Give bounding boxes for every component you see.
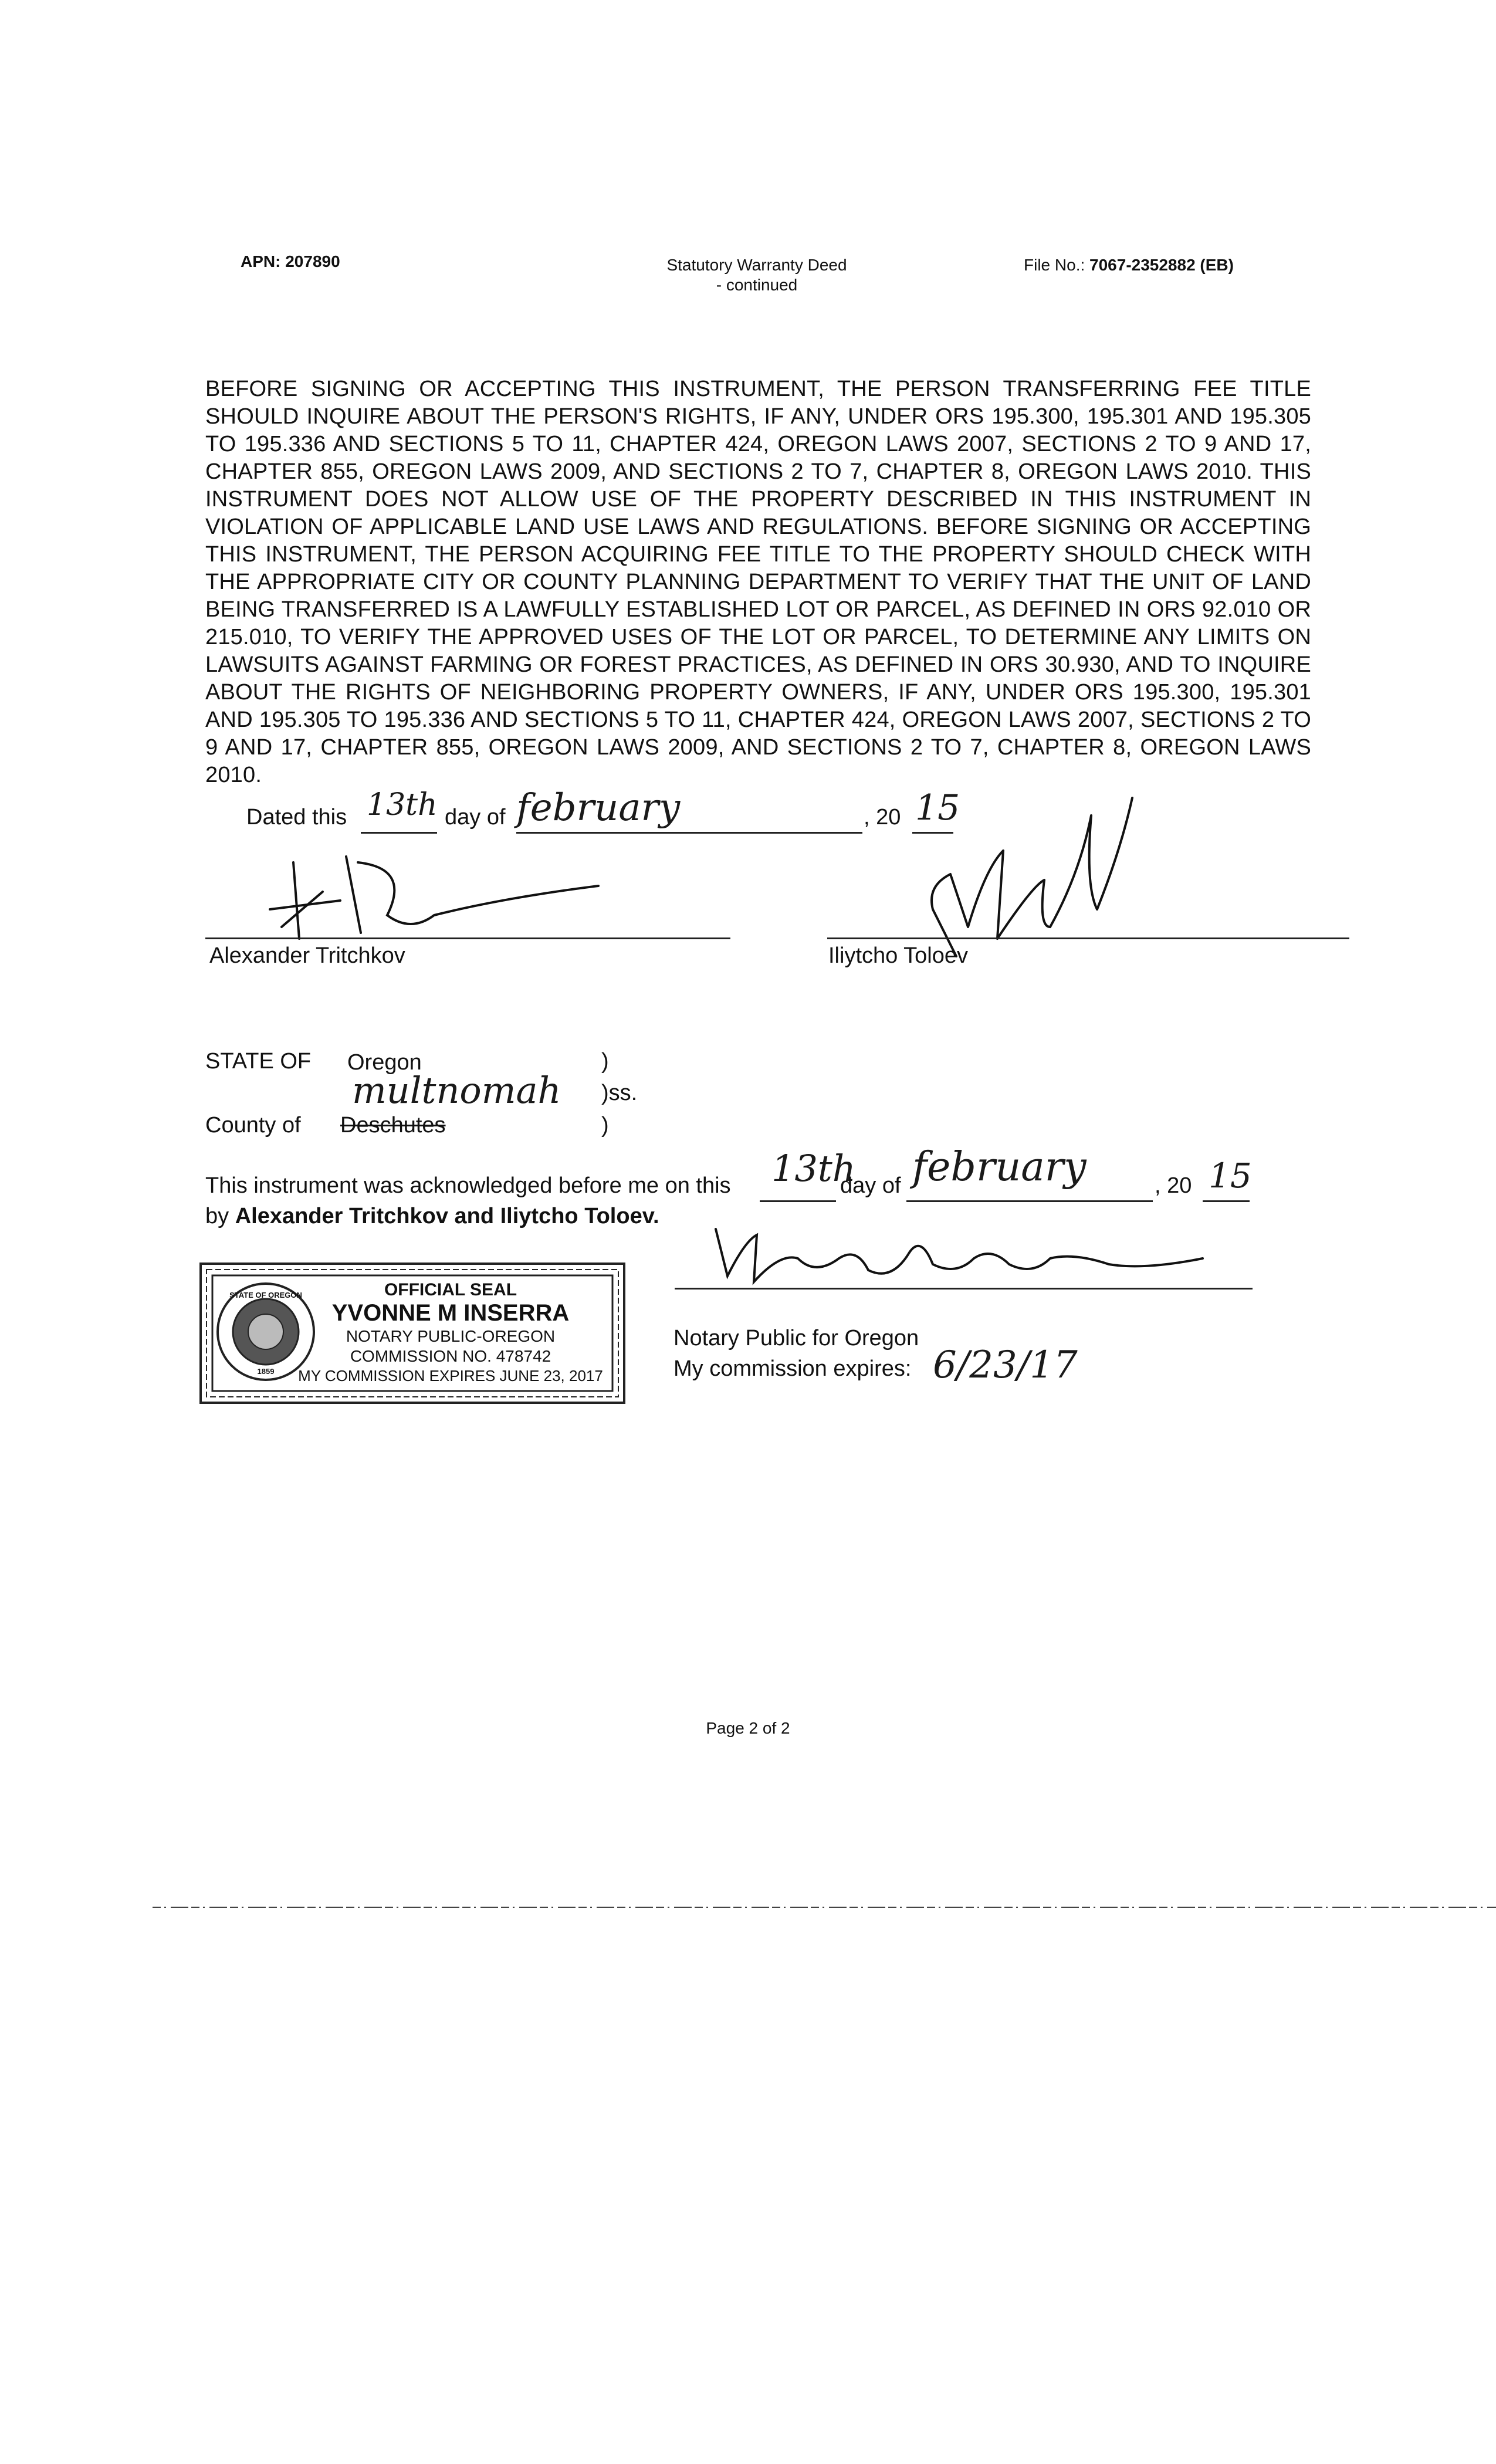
ack-month-handwritten: february (912, 1144, 1087, 1190)
file-number-value: 7067-2352882 (EB) (1089, 256, 1234, 274)
county-struck: Deschutes (340, 1113, 446, 1138)
notary-public-label: Notary Public for Oregon (673, 1326, 919, 1351)
notary-signature (698, 1217, 1214, 1294)
dated-year-prefix: , 20 (864, 805, 901, 830)
dated-day-handwritten: 13th (367, 787, 438, 823)
seal-line-5: MY COMMISSION EXPIRES JUNE 23, 2017 (298, 1367, 603, 1385)
county-handwritten: multnomah (352, 1069, 561, 1112)
signer-right-name: Iliytcho Toloev (828, 943, 968, 968)
file-number (1024, 256, 1234, 275)
seal-emblem-year: 1859 (257, 1367, 275, 1376)
seal-line-3: NOTARY PUBLIC-OREGON (346, 1327, 556, 1345)
seal-emblem-text: STATE OF OREGON (229, 1291, 302, 1299)
document-title-line1: Statutory Warranty Deed (666, 256, 847, 274)
ack-by (205, 1204, 659, 1229)
official-seal-stamp (198, 1261, 627, 1405)
ack-day-handwritten: 13th (771, 1147, 856, 1190)
dated-year-handwritten: 15 (915, 787, 960, 828)
ss-label: )ss. (601, 1081, 638, 1105)
ack-by-names: Alexander Tritchkov and Iliytcho Toloev. (235, 1204, 659, 1228)
signature-tritchkov (258, 845, 622, 950)
page-number: Page 2 of 2 (706, 1719, 790, 1737)
paren-1: ) (601, 1049, 609, 1074)
scan-noise-line (153, 1905, 1496, 1909)
signer-left-name: Alexander Tritchkov (209, 943, 405, 968)
seal-line-1: OFFICIAL SEAL (384, 1280, 517, 1299)
dated-day-of: day of (445, 805, 506, 830)
ack-by-prefix: by (205, 1204, 229, 1228)
dated-prefix: Dated this (246, 805, 347, 830)
county-label: County of (205, 1113, 301, 1138)
statutory-notice: BEFORE SIGNING OR ACCEPTING THIS INSTRUMENT, THE PERSON TRANSFERRING FEE TITLE SHOULD INQUIRE ABOUT THE PERSON'S RIGHTS, IF ANY, UNDER ORS 195.300, 195.301 AND 195.305 TO 195.336 AND SECTIONS 5 TO 11, CHAPTER 424, OREGON LAWS 2007, SECTIONS 2 TO 9 AND 17, CHAPTER 855, OREGON LAWS 2009, AND SECTIONS 2 TO 7, CHAPTER 8, OREGON LAWS 2010. THIS INSTRUMENT DOES NOT ALLOW USE OF THE PROPERTY DESCRIBED IN THIS INSTRUMENT IN VIOLATION OF APPLICABLE LAND USE LAWS AND REGULATIONS. BEFORE SIGNING OR ACCEPTING THIS INSTRUMENT, THE PERSON ACQUIRING FEE TITLE TO THE PROPERTY SHOULD CHECK WITH THE APPROPRIATE CITY OR COUNTY PLANNING DEPARTMENT TO VERIFY THAT THE UNIT OF LAND BEING TRANSFERRED IS A LAWFULLY ESTABLISHED LOT OR PARCEL, AS DEFINED IN ORS 92.010 OR 215.010, TO VERIFY THE APPROVED USES OF THE LOT OR PARCEL, TO DETERMINE ANY LIMITS ON LAWSUITS AGAINST FARMING OR FOREST PRACTICES, AS DEFINED IN ORS 30.930, AND TO INQUIRE ABOUT THE RIGHTS OF NEIGHBORING PROPERTY OWNERS, IF ANY, UNDER ORS 195.300, 195.301 AND 195.305 TO 195.336 AND SECTIONS 5 TO 11, CHAPTER 424, OREGON LAWS 2007, SECTIONS 2 TO 9 AND 17, CHAPTER 855, OREGON LAWS 2009, AND SECTIONS 2 TO 7, CHAPTER 8, OREGON LAWS 2010. (205, 377, 1311, 787)
commission-handwritten: 6/23/17 (933, 1343, 1078, 1387)
seal-line-2: YVONNE M INSERRA (331, 1300, 570, 1326)
state-label: STATE OF (205, 1049, 312, 1074)
ack-prefix: This instrument was acknowledged before me on this (205, 1173, 731, 1198)
state-value: Oregon (347, 1050, 422, 1075)
document-title (598, 255, 915, 295)
document-title-line2: - continued (716, 276, 798, 294)
ack-year-prefix: , 20 (1155, 1173, 1192, 1198)
file-number-label: File No.: (1024, 256, 1085, 274)
dated-month-handwritten: february (516, 786, 681, 830)
apn-label: APN: 207890 (241, 252, 340, 270)
commission-label: My commission expires: (673, 1356, 912, 1381)
seal-line-4: COMMISSION NO. 478742 (350, 1347, 551, 1365)
paren-2: ) (601, 1113, 609, 1138)
ack-year-handwritten: 15 (1209, 1156, 1252, 1196)
ack-day-of: day of (840, 1173, 901, 1198)
